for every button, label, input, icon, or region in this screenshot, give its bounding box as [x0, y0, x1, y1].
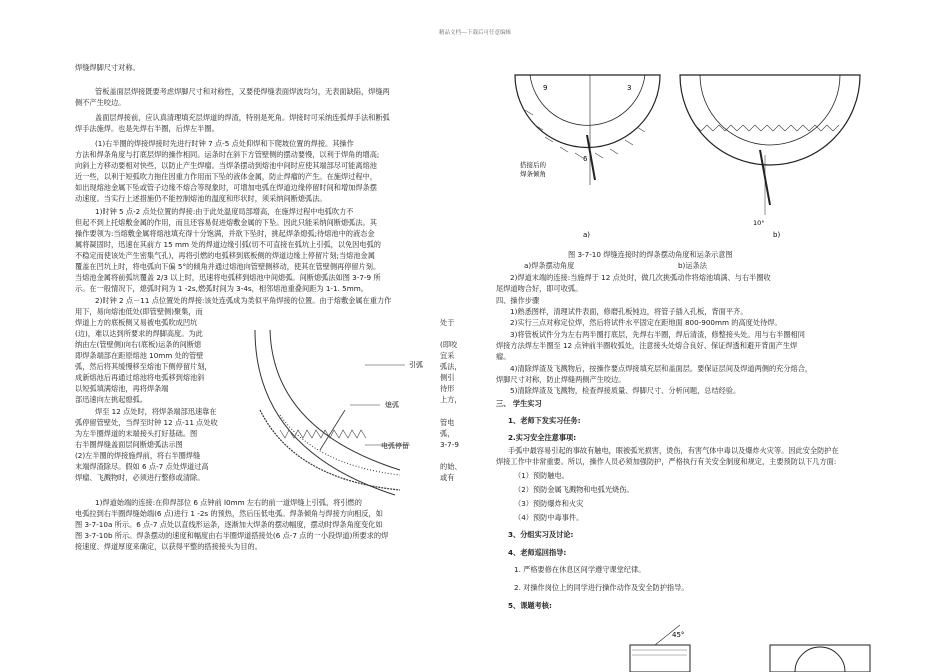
- right-text-line: 尾焊道吻合好，即可收弧。: [496, 284, 583, 293]
- left-text-line: 即焊条端部在距原熔池 10mm 处的管壁: [75, 351, 204, 360]
- guide-item: 1. 严格要修在休息区间学遵守课堂纪律。: [514, 565, 646, 574]
- bottom-hatch: [632, 650, 687, 655]
- weld-bead-outer: [260, 410, 400, 490]
- left-text-line: 电弧拉到右半圈焊缝始端(6 点)进行 1 -2s 的预热，然后压低电弧。焊条倾角与焊接方向相反，如: [75, 509, 383, 518]
- left-text-line: 部迅速向左挑起熄弧。: [75, 395, 147, 404]
- right-text-line: 4)清除焊渣及飞溅物后，按操作要点焊接填充层和盖面层。要保证层间及焊道两侧的充分熔合，: [510, 364, 813, 373]
- bottom-plate-right: [770, 645, 870, 672]
- left-text-line: 焊瘤、飞溅物时，必须进行整修或清除。: [75, 473, 205, 482]
- subheading-group: 3、分组实习及讨论:: [508, 530, 574, 539]
- right-text-line: 5)清除焊渣及飞溅物，检查焊接质量、焊脚尺寸、分析问题，总结经验。: [510, 386, 741, 395]
- safety-item: （2）预防金属飞溅物和电弧光烧伤。: [514, 485, 634, 494]
- right-text-line: 焊接方法焊左半圈至 12 点钟前半圈收弧处，注意接头处熔合良好、保证焊透和避开背面产生焊: [496, 341, 798, 350]
- left-text-line: 弧，然后将其缓慢移至熔池下侧停留片刻，: [75, 362, 212, 371]
- left-side-line: 或有: [440, 473, 455, 482]
- figure-3-7-9: [235, 330, 435, 505]
- left-text-line: 但起不到上托熔敷金属的作用，而且还容易促进熔敷金属的下坠。因此只能采纳间断熄弧法。其: [75, 218, 377, 227]
- subheading-assessment: 5、课题考核:: [508, 601, 552, 610]
- fig-a-text1: 搭接后的: [520, 161, 546, 169]
- left-side-line: (即咬: [440, 340, 458, 349]
- left-side-line: 侧引: [440, 373, 455, 382]
- left-text-line: 图 3-7-10b 所示。焊条摆动的速度和幅度由右半圈焊道搭接处(6 点-7 点的一小段焊道)所要求的焊: [75, 531, 389, 540]
- safety-item: （1）预防触电。: [514, 471, 569, 480]
- figure-3-7-10: [495, 55, 895, 250]
- fig-a-text2: 焊条倾角: [520, 170, 546, 178]
- left-text-line: 操作要领为:当熔敷金属将熔池填充得十分饱满，并欲下坠时，挑起焊条熄弧;待熔池中的液态金: [75, 229, 375, 238]
- bottom-plate-left: [630, 645, 690, 672]
- left-side-line: 处于: [440, 318, 455, 327]
- left-text-line: 纳由左(管壁侧)向右(底板)运条的间断熄: [75, 340, 202, 349]
- left-text-line: 用下，易向熔池低处(即管壁侧)聚集，而: [75, 307, 203, 316]
- left-text-line: (2)左半圈的焊接施焊前，将右半圈焊缝: [75, 451, 201, 460]
- left-text-line: 弧停留管壁处，当焊至时钟 12 点-11 点处收: [75, 418, 218, 427]
- left-text-line: 2)时钟 2 点－11 点位置处的焊接:该处连弧成为类似平角焊接的位置。由于熔敷金属在重力作: [95, 296, 392, 305]
- right-text-line: 瘤。: [496, 352, 511, 361]
- left-text-line: 当熔池金属将前弧坑覆盖 2/3 以上时，迅速将电弧移到熔池中间熄弧。间断熄弧法如图 3-7-9 所: [75, 273, 381, 282]
- left-text-line: 侧不产生咬边。: [75, 98, 126, 107]
- safety-text-line: 焊接工作中非常重要。所以，操作人员必须加强防护，严格执行有关安全制度和规定，主要预防以下几方面:: [496, 457, 837, 466]
- label-arc-end: 熄弧: [385, 401, 399, 409]
- left-side-line: 上方，: [440, 395, 462, 404]
- left-side-line: 的始、: [440, 462, 462, 471]
- left-text-line: 焊手法施焊。也是先焊右半圈，后焊左半圈。: [75, 124, 219, 133]
- section-student-practice: 三、 学生实习: [496, 399, 542, 408]
- left-text-line: 动速度。当实行上述措施仍不能控制熔池的温度和形状时，须采纳间断熄弧法。: [75, 194, 327, 203]
- fig-a-label: a): [583, 231, 591, 239]
- bottom-angle: 45°: [672, 631, 685, 639]
- left-text-line: 近一些，以利于短弧吹力拖住因重力作用而下坠的液体金属，防止焊瘤的产生。在施焊过程中，: [75, 172, 377, 181]
- figure-caption: 图 3-7-10 焊缝连接时的焊条摆动角度和运条示意图: [568, 250, 733, 259]
- figure-sub-a: a)焊条摆动角度: [524, 261, 575, 270]
- page-header: 精品文档---下载后可任意编辑: [439, 30, 511, 36]
- left-text-line: 焊道上方的底板侧又易被电弧吹成凹坑: [75, 318, 198, 327]
- left-text-line: 接速度、焊道厚度来确定，以获得平整的搭接接头为目的。: [75, 542, 262, 551]
- right-text-line: 焊脚尺寸对称，防止焊缝两侧产生咬边。: [496, 375, 626, 384]
- right-text-line: 四、操作步骤: [496, 296, 540, 305]
- fig-b-label: b): [773, 231, 781, 239]
- left-text-line: 焊缝焊脚尺寸对称。: [75, 63, 140, 72]
- subheading-safety: 2.实习安全注意事项:: [508, 433, 577, 442]
- subheading-task: 1、老师下发实习任务:: [508, 416, 581, 425]
- left-text-line: 盖面层焊接前，应认真清理填充层焊道的焊渣，特别是死角。焊接时可采纳连弧焊手法和断弧: [95, 113, 390, 122]
- right-text-line: 1)熟悉图样，清理试件表面，修磨孔板钝边，将管子插入孔板，背面平齐。: [510, 307, 748, 316]
- left-text-line: (边)，难以达到所要求的焊脚高度。为此: [75, 329, 203, 338]
- left-text-line: 覆盖在凹坑上时，将电弧向下偏 5°的倾角并通过熔池向管壁侧移动，使其在管壁侧再停留片刻。: [75, 262, 381, 271]
- left-side-line: 弧，: [440, 429, 455, 438]
- safety-item: （4）预防中毒事件。: [514, 513, 584, 522]
- fig-a-9: 9: [543, 84, 548, 92]
- right-text-line: 2)焊道末端的连接:当施焊于 12 点处时，做几次挑弧动作将熔池填满、与右半圈收: [510, 273, 771, 282]
- left-text-line: 末端焊渣除尽。假如 6 点-7 点处焊道过高: [75, 462, 209, 471]
- right-text-line: 2)实行三点对称定位焊，然后将试件水平固定在距地面 800-900mm 的高度处待焊。: [510, 318, 782, 327]
- label-arc-start: 引弧: [409, 361, 423, 369]
- bottom-figure: [610, 625, 880, 672]
- left-text-line: 方法和焊条角度与打底层焊的操作相同。运条时在斜下方管壁侧的摆动要慢，以利于焊角的增高;: [75, 150, 380, 159]
- left-text-line: 管板盖面层焊接既要考虑焊脚尺寸和对称性，又要使焊缝表面焊波均匀，无表面缺陷，焊缝两: [95, 87, 390, 96]
- left-text-line: 示。在一般情况下，熄弧时间为 1 -2s,燃弧时间为 3-4s，相邻熔池重叠间距为 1-1. 5mm。: [75, 284, 368, 293]
- left-text-line: 图 3-7-10a 所示。6 点-7 点处以直线形运条，逐渐加大焊条的摆动幅度，摆动时焊条角度变化如: [75, 520, 383, 529]
- left-text-line: 1)焊道始端的连接:在仰焊部位 6 点钟前 l0mm 左右的前一道焊缝上引弧，将引燃的: [95, 498, 362, 507]
- left-text-line: 以短弧填满熔池，再将焊条端: [75, 384, 169, 393]
- left-side-line: 宜采: [440, 351, 455, 360]
- left-text-line: (1)右半圈的焊接焊接时先进行时钟 7 点-5 点处仰焊和下爬坡位置的焊接。其操作: [95, 139, 354, 148]
- left-text-line: 焊至 12 点处时，将焊条端部迅速靠在: [95, 407, 217, 416]
- guide-item: 2. 对操作岗位上的同学进行操作动作及安全防护指导。: [514, 583, 689, 592]
- bottom-pipe-circle: [795, 647, 845, 672]
- left-side-line: 弧法，: [440, 362, 462, 371]
- fig-a-3: 3: [627, 84, 632, 92]
- left-side-line: 待形: [440, 384, 455, 393]
- figure-sub-b: b)运条法: [678, 261, 707, 270]
- safety-item: （3）预防爆炸和火灾: [514, 499, 584, 508]
- left-side-line: 3-7-9: [440, 440, 459, 449]
- label-arc-stay: 电弧停留: [381, 442, 409, 450]
- safety-text-line: 手弧中最容易引起的事故有触电，眼被弧光损害，烫伤，有害气体中毒以及爆炸火灾等。因此安全防护在: [508, 446, 839, 455]
- left-text-line: 为左半圈焊道的末端接头打好基础。图: [75, 429, 198, 438]
- left-text-line: 成新熔池后再通过熔池将电弧移到熔池斜: [75, 373, 205, 382]
- fig-b-semicircle: [680, 75, 860, 165]
- left-text-line: 属将凝固时，迅速在其前方 15 mm 处的焊道边缘引弧(切不可直接在弧坑上引弧，以免因电弧的: [75, 240, 381, 249]
- left-text-line: 1)时钟 5 点-2 点处位置的焊接:由于此处温度局部增高，在施焊过程中电弧吹力不: [95, 207, 354, 216]
- left-text-line: 如出现熔池金属下坠或管子边缘不熔合等现象时，可增加电弧在焊道边缘停留时间和增加焊条摆: [75, 183, 377, 192]
- subheading-guide: 4、老师巡回指导:: [508, 548, 567, 557]
- right-text-line: 3)将管板试件分为左右两半圈打底层，先焊右半圈，焊后清渣，修整接头处。用与右半圈相同: [510, 330, 805, 339]
- left-text-line: 向斜上方移动要相对快些，以防止产生焊瘤。当焊条摆动到熔池中间时应使其端部尽可能离熔池: [75, 161, 377, 170]
- left-text-line: 不稳定而使该处产生密集气孔)，再将引燃的电弧移到底板侧的焊道边缘上停留片刻;当熔池金属: [75, 251, 375, 260]
- left-side-line: 管电: [440, 418, 455, 427]
- left-text-line: 右半圈焊缝盖面层间断熄弧法示图: [75, 440, 183, 449]
- fig-b-deg: 10°: [753, 219, 765, 227]
- fig-a-6: 6: [583, 155, 588, 163]
